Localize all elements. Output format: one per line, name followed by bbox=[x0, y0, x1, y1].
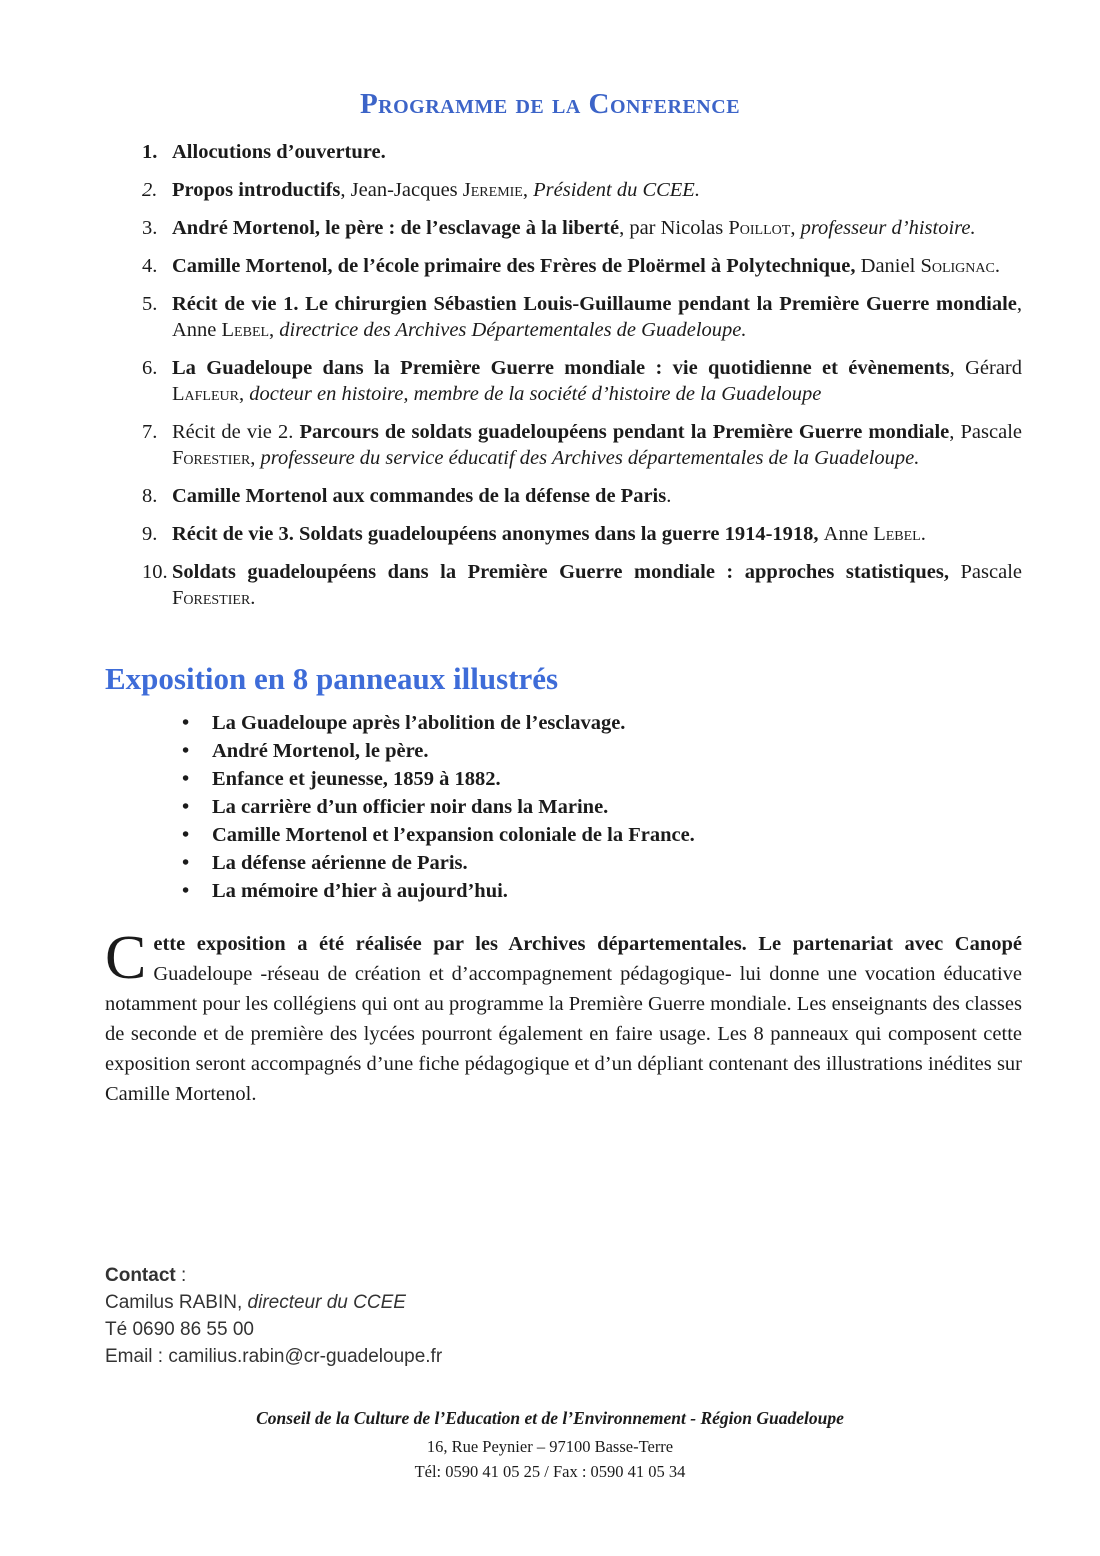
bullet-list-item bbox=[182, 765, 1022, 793]
exposition-heading: Exposition en 8 panneaux illustrés bbox=[105, 661, 559, 696]
contact-label: Contact bbox=[105, 1265, 176, 1286]
text-segment: professeure du service éducatif des Archives départementales de la Guadeloupe. bbox=[260, 447, 920, 469]
programme-item bbox=[142, 521, 1022, 547]
text-segment: Président du CCEE. bbox=[533, 179, 700, 201]
text-segment: Camilus RABIN, bbox=[105, 1292, 248, 1313]
text-segment: docteur en histoire, membre de la société d’histoire de la Guadeloupe bbox=[249, 383, 822, 405]
text-segment: Camille Mortenol aux commandes de la défense de Paris bbox=[172, 485, 667, 507]
programme-item bbox=[142, 177, 1022, 203]
bullet-icon: • bbox=[182, 740, 190, 762]
text-segment: André Mortenol, le père : de l’esclavage à la liberté bbox=[172, 217, 620, 239]
item-number: 7. bbox=[142, 421, 158, 443]
text-segment: Pascale bbox=[960, 561, 1022, 583]
bullet-text: La défense aérienne de Paris. bbox=[212, 852, 468, 874]
text-segment: . bbox=[250, 587, 256, 609]
programme-item bbox=[142, 483, 1022, 509]
bullet-text: Enfance et jeunesse, 1859 à 1882. bbox=[212, 768, 501, 790]
footer-line: Tél: 0590 41 05 25 / Fax : 0590 41 05 34 bbox=[414, 1462, 686, 1481]
exposition-bullet-list bbox=[182, 709, 1022, 905]
programme-item bbox=[142, 559, 1022, 611]
text-segment: , bbox=[238, 383, 250, 405]
bullet-list-item bbox=[182, 877, 1022, 905]
bullet-icon: • bbox=[182, 852, 190, 874]
text-segment: Poillot bbox=[728, 217, 791, 239]
text-segment: . bbox=[920, 523, 926, 545]
text-segment: Camille Mortenol, de l’école primaire des Frères de Ploërmel à Polytechnique, bbox=[172, 255, 861, 277]
bullet-icon: • bbox=[182, 768, 190, 790]
item-number: 2. bbox=[142, 179, 158, 201]
text-segment: Lebel bbox=[873, 523, 921, 545]
text-segment: Jeremie bbox=[462, 179, 523, 201]
contact-line bbox=[105, 1316, 442, 1343]
bullet-list-item bbox=[182, 737, 1022, 765]
text-segment: , bbox=[790, 217, 801, 239]
text-segment: directrice des Archives Départementales de Guadeloupe. bbox=[279, 319, 747, 341]
bullet-icon: • bbox=[182, 824, 190, 846]
bullet-text: Camille Mortenol et l’expansion coloniale de la France. bbox=[212, 824, 695, 846]
text-segment: Parcours de soldats guadeloupéens pendant la Première Guerre mondiale bbox=[299, 421, 950, 443]
page-title: Programme de la Conference bbox=[359, 88, 741, 120]
bullet-text: La mémoire d’hier à aujourd’hui. bbox=[212, 880, 508, 902]
bullet-list-item bbox=[182, 821, 1022, 849]
exposition-description-text bbox=[105, 933, 1022, 1105]
text-segment: Forestier bbox=[172, 587, 251, 609]
programme-item bbox=[142, 355, 1022, 407]
text-segment: Lebel bbox=[221, 319, 270, 341]
item-number: 10. bbox=[142, 561, 168, 583]
contact-heading bbox=[105, 1262, 442, 1289]
text-segment: Daniel bbox=[860, 255, 921, 277]
text-segment: Té 0690 86 55 00 bbox=[105, 1319, 254, 1340]
footer-line: 16, Rue Peynier – 97100 Basse-Terre bbox=[426, 1437, 674, 1456]
text-segment: Allocutions d’ouverture. bbox=[172, 141, 386, 163]
text-segment: , Pascale bbox=[949, 421, 1022, 443]
programme-item bbox=[142, 253, 1022, 279]
bullet-list-item bbox=[182, 709, 1022, 737]
text-segment: , Jean-Jacques bbox=[340, 179, 463, 201]
text-segment: , par Nicolas bbox=[619, 217, 729, 239]
item-number: 9. bbox=[142, 523, 158, 545]
programme-item bbox=[142, 215, 1022, 241]
footer-line: Conseil de la Culture de l’Education et de l’Environnement - Région Guadeloupe bbox=[256, 1408, 844, 1428]
text-segment: professeur d’histoire. bbox=[800, 217, 976, 239]
programme-item bbox=[142, 419, 1022, 471]
text-segment: Anne bbox=[823, 523, 874, 545]
text-segment: Soldats guadeloupéens dans la Première Guerre mondiale : approches statistiques, bbox=[172, 561, 961, 583]
bullet-list-item bbox=[182, 849, 1022, 877]
item-number: 4. bbox=[142, 255, 158, 277]
text-segment: Forestier bbox=[172, 447, 251, 469]
programme-item bbox=[142, 291, 1022, 343]
text-segment: ette exposition a été réalisée par les Archives départementales. Le partenariat avec Canopé bbox=[153, 933, 1022, 955]
text-segment: Lafleur bbox=[172, 383, 239, 405]
contact-lines bbox=[105, 1289, 442, 1370]
item-number: 3. bbox=[142, 217, 158, 239]
bullet-text: La Guadeloupe après l’abolition de l’esclavage. bbox=[212, 712, 626, 734]
exposition-description bbox=[105, 924, 1022, 1109]
text-segment: . bbox=[666, 485, 672, 507]
item-number: 8. bbox=[142, 485, 158, 507]
bullet-list-item bbox=[182, 793, 1022, 821]
bullet-icon: • bbox=[182, 880, 190, 902]
bullet-icon: • bbox=[182, 712, 190, 734]
text-segment: , Anne bbox=[172, 293, 1022, 341]
contact-line bbox=[105, 1343, 442, 1370]
text-segment: Propos introductifs bbox=[172, 179, 341, 201]
text-segment: , bbox=[269, 319, 280, 341]
text-segment: La Guadeloupe dans la Première Guerre mondiale : vie quotidienne et évènements bbox=[172, 357, 950, 379]
text-segment: . bbox=[994, 255, 1000, 277]
programme-list bbox=[142, 139, 1022, 611]
text-segment: Solignac bbox=[920, 255, 995, 277]
text-segment: Récit de vie 3. Soldats guadeloupéens anonymes dans la guerre 1914-1918, bbox=[172, 523, 824, 545]
text-segment: , Gérard bbox=[949, 357, 1022, 379]
text-segment: Email : camilius.rabin@cr-guadeloupe.fr bbox=[105, 1346, 443, 1367]
text-segment: , bbox=[522, 179, 534, 201]
text-segment: Récit de vie 2. bbox=[172, 421, 300, 443]
footer-block bbox=[0, 1406, 1100, 1484]
text-segment: directeur du CCEE bbox=[247, 1292, 406, 1313]
bullet-icon: • bbox=[182, 796, 190, 818]
item-number: 1. bbox=[142, 141, 158, 163]
text-segment: Guadeloupe -réseau de création et d’accompagnement pédagogique- lui donne une vocation éducative notamment pour les collégiens qui ont au programme la Première Guerre mondiale. Les enseignants des classes de seconde et de première des lycées pourront également en faire usage. Les 8 panneaux qui composent cette exposition seront accompagnés d’une fiche pédagogique et d’un dépliant contenant des illustrations inédites sur Camille Mortenol. bbox=[105, 963, 1022, 1105]
text-segment: Récit de vie 1. Le chirurgien Sébastien Louis-Guillaume pendant la Première Guerre mondiale bbox=[172, 293, 1017, 315]
programme-item bbox=[142, 139, 1022, 165]
contact-colon: : bbox=[175, 1265, 187, 1286]
bullet-text: André Mortenol, le père. bbox=[212, 740, 429, 762]
bullet-text: La carrière d’un officier noir dans la Marine. bbox=[212, 796, 609, 818]
text-segment: , bbox=[250, 447, 261, 469]
item-number: 6. bbox=[142, 357, 158, 379]
contact-line bbox=[105, 1289, 442, 1316]
drop-cap: C bbox=[105, 924, 147, 992]
contact-block bbox=[105, 1262, 442, 1370]
item-number: 5. bbox=[142, 293, 158, 315]
